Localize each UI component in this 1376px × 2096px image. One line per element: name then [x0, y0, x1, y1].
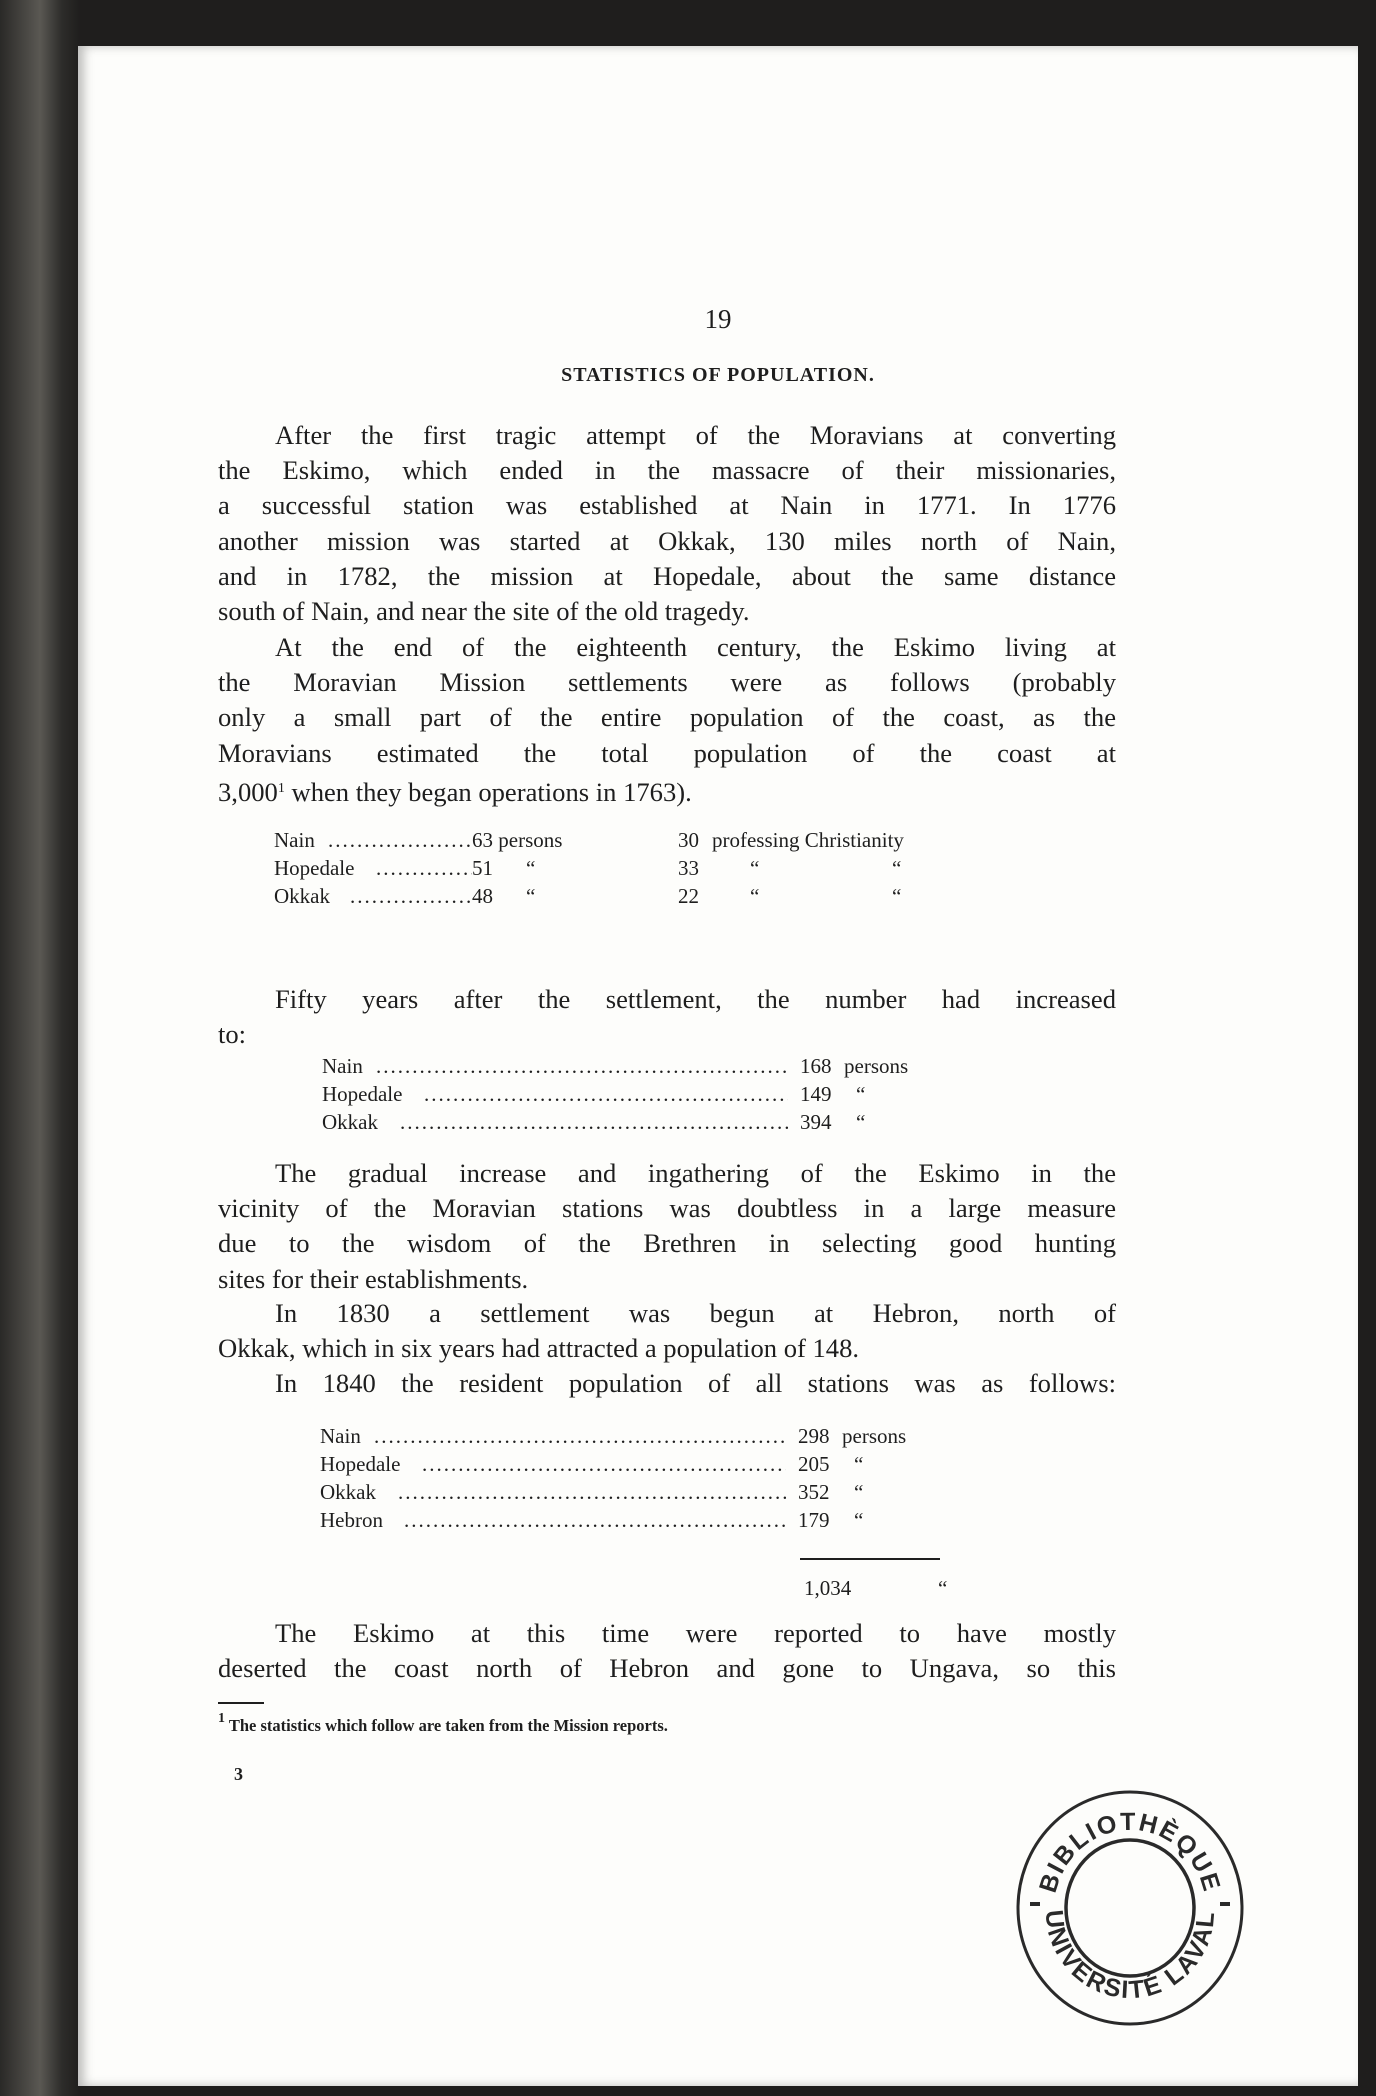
text-line: Fifty years after the settlement, the number had increased [275, 984, 1116, 1014]
christian-count: 33 [678, 856, 699, 880]
ditto-mark: “ [854, 1480, 864, 1504]
ditto-mark: “ [854, 1452, 864, 1476]
table-row [320, 1478, 1040, 1506]
text-line: only a small part of the entire population of the coast, as the [218, 702, 1116, 733]
ditto-mark: “ [856, 1110, 866, 1134]
ditto-mark: “ [854, 1508, 864, 1532]
station-name: Okkak [322, 1110, 378, 1134]
paragraph-4 [218, 1156, 1116, 1297]
dot-leader [398, 1478, 786, 1506]
station-name: Hopedale [322, 1082, 403, 1106]
page-number: 19 [704, 304, 732, 334]
station-name: Hopedale [320, 1452, 401, 1476]
station-name: Okkak [320, 1480, 376, 1504]
paragraph-5 [218, 1296, 1116, 1366]
station-name: Nain [322, 1054, 363, 1078]
total-value: 1,034 [804, 1576, 852, 1600]
persons-count: 205 [798, 1452, 830, 1476]
ditto-mark: “ [856, 1082, 866, 1106]
text-line: The Eskimo at this time were reported to have mostly [275, 1618, 1116, 1648]
dot-leader [376, 854, 472, 882]
population-total [804, 1574, 1004, 1602]
dot-leader [350, 882, 472, 910]
stamp-text-bottom: UNIVERSITÉ LAVAL [1039, 1908, 1221, 2005]
dot-leader [422, 1450, 786, 1478]
persons-count: 168 [800, 1054, 832, 1078]
christian-label: professing Christianity [712, 828, 904, 852]
table-row [322, 1052, 1042, 1080]
table-row [274, 826, 1094, 854]
text-line: Okkak, which in six years had attracted a population of 148. [218, 1333, 860, 1364]
text-line: The gradual increase and ingathering of the Eskimo in the [275, 1158, 1116, 1188]
ditto-mark: “ [892, 856, 902, 880]
library-stamp [1010, 1776, 1250, 2036]
stamp-dash-right [1220, 1902, 1230, 1906]
text-line: to: [218, 1019, 247, 1050]
ditto-mark: “ [892, 884, 902, 908]
stamp-dash-left [1030, 1902, 1040, 1906]
text-line [218, 771, 1116, 810]
dot-leader [328, 826, 472, 854]
footnote-rule [218, 1702, 264, 1704]
dot-leader [424, 1080, 788, 1108]
ditto-mark: “ [526, 856, 536, 880]
paragraph-3 [218, 982, 1116, 1052]
persons-count: 298 [798, 1424, 830, 1448]
book-page [78, 46, 1358, 2086]
text-line: another mission was started at Okkak, 130 miles north of Nain, [218, 525, 1116, 556]
dot-leader [400, 1108, 788, 1136]
text-line: After the first tragic attempt of the Moravians at converting [275, 420, 1116, 450]
persons-count: 149 [800, 1082, 832, 1106]
table-row [274, 882, 1094, 910]
dot-leader [374, 1422, 786, 1450]
text-line: vicinity of the Moravian stations was doubtless in a large measure [218, 1193, 1116, 1224]
text-line: deserted the coast north of Hebron and gone to Ungava, so this [218, 1653, 1116, 1684]
persons-count: 394 [800, 1110, 832, 1134]
persons-count: 352 [798, 1480, 830, 1504]
unit-label: persons [842, 1424, 907, 1448]
persons-count: 51 [472, 856, 493, 880]
station-name: Hebron [320, 1508, 383, 1532]
persons-count: 48 [472, 884, 493, 908]
table-row [320, 1422, 1040, 1450]
unit-label: persons [844, 1054, 909, 1078]
paragraph-1 [218, 418, 1116, 629]
text-line: At the end of the eighteenth century, the Eskimo living at [275, 632, 1116, 662]
text-line: and in 1782, the mission at Hopedale, about the same distance [218, 560, 1116, 591]
population-table-fifty-years [322, 1052, 1042, 1136]
dot-leader [404, 1506, 786, 1534]
christian-count: 30 [678, 828, 699, 852]
section-heading: STATISTICS OF POPULATION. [561, 364, 875, 386]
total-row [804, 1574, 1004, 1602]
population-table-1800 [274, 826, 1094, 910]
signature-mark: 3 [234, 1764, 243, 1784]
footnote-reference: 1 [277, 780, 285, 796]
text-line: south of Nain, and near the site of the old tragedy. [218, 596, 750, 627]
station-name: Okkak [274, 884, 330, 908]
christian-count: 22 [678, 884, 699, 908]
footnote-text: The statistics which follow are taken from the Mission reports. [225, 1716, 668, 1735]
dot-leader [376, 1052, 788, 1080]
table-row [322, 1108, 1042, 1136]
ditto-mark: “ [750, 884, 760, 908]
footnote-marker: 1 [218, 1711, 225, 1726]
footnote [218, 1711, 668, 1736]
population-table-1840 [320, 1422, 1040, 1534]
station-name: Hopedale [274, 856, 355, 880]
paragraph-6 [218, 1366, 1116, 1401]
text-line: sites for their establishments. [218, 1263, 529, 1294]
station-name: Nain [274, 828, 315, 852]
station-name: Nain [320, 1424, 361, 1448]
ditto-mark: “ [750, 856, 760, 880]
text-line: In 1840 the resident population of all stations was as follows: [275, 1368, 1116, 1398]
paragraph-2 [218, 630, 1116, 810]
text-line: the Eskimo, which ended in the massacre of their missionaries, [218, 455, 1116, 486]
ditto-mark: “ [938, 1576, 948, 1600]
text-line: Moravians estimated the total population of the coast at [218, 737, 1116, 768]
table-row [274, 854, 1094, 882]
persons-count: 179 [798, 1508, 830, 1532]
text-line: a successful station was established at Nain in 1771. In 1776 [218, 490, 1116, 521]
text-line: the Moravian Mission settlements were as follows (probably [218, 667, 1116, 698]
paragraph-7 [218, 1616, 1116, 1686]
persons-count: 63 persons [472, 828, 563, 852]
text-fragment: when they began operations in 1763). [284, 776, 692, 807]
table-row [322, 1080, 1042, 1108]
ditto-mark: “ [526, 884, 536, 908]
text-line: due to the wisdom of the Brethren in selecting good hunting [218, 1228, 1116, 1259]
stamp-inner-ring [1066, 1840, 1194, 1976]
population-estimate: 3,000 [218, 776, 278, 807]
text-line: In 1830 a settlement was begun at Hebron, north of [275, 1298, 1116, 1328]
table-row [320, 1506, 1040, 1534]
table-row [320, 1450, 1040, 1478]
stamp-text-top: BIBLIOTHÈQUE [1033, 1807, 1227, 1896]
total-rule [800, 1558, 940, 1560]
